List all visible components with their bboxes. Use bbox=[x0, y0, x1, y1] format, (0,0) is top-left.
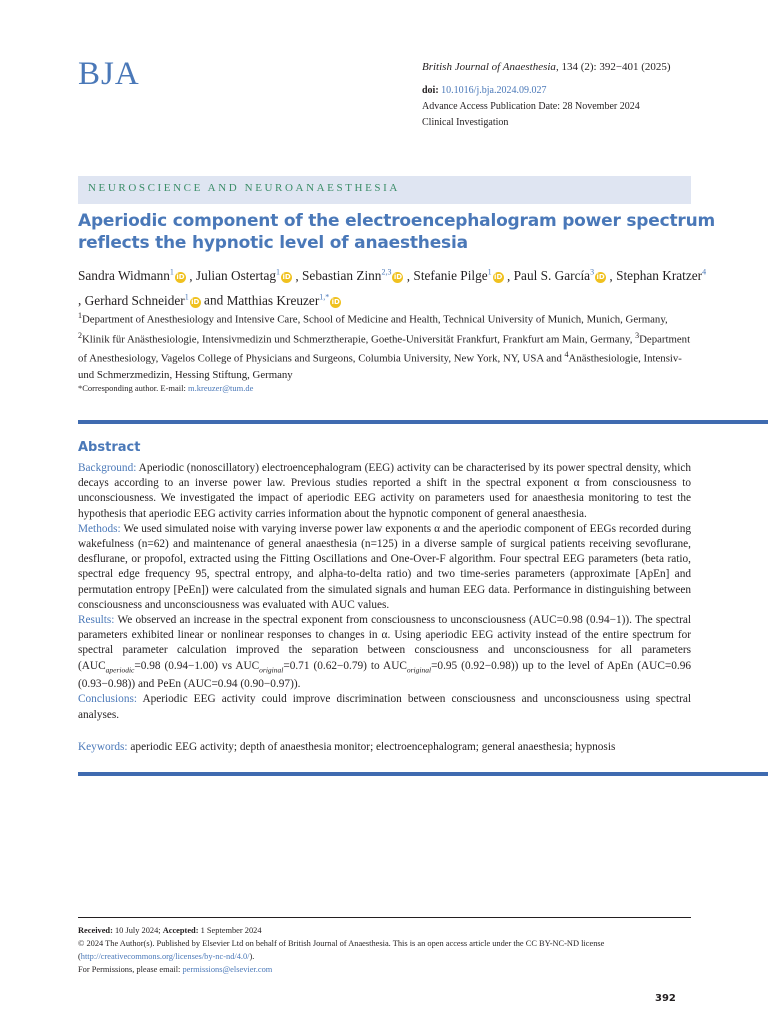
doi-link[interactable]: 10.1016/j.bja.2024.09.027 bbox=[441, 85, 547, 96]
orcid-icon[interactable]: iD bbox=[596, 273, 605, 282]
author-name[interactable]: Julian Ostertag bbox=[195, 268, 277, 284]
keywords-text: aperiodic EEG activity; depth of anaesthesia monitor; electroencephalogram; general anaesthesia; hypnosis bbox=[127, 741, 616, 753]
affiliation-mark: 2 bbox=[78, 330, 82, 340]
conclusions-text: Aperiodic EEG activity could improve discrimination between consciousness and unconsciousness using spectral analyses. bbox=[78, 693, 691, 721]
author bbox=[413, 268, 503, 283]
results-text-a: We observed an increase in the spectral exponent from consciousness to unconsciousness (AUC=0.98 (0.94−1)). The spectral parameters exhibited linear or nonlinear responses to changes in α. Using aperiodic EEG activity instead of the entire spectrum for spectral parameter calculation improved the separation between consciousness and unconsciousness for all parameters (AUC bbox=[78, 614, 691, 672]
abstract-heading: Abstract bbox=[78, 440, 141, 455]
permissions-email-link[interactable]: permissions@elsevier.com bbox=[182, 965, 273, 974]
orcid-icon[interactable]: iD bbox=[331, 297, 340, 306]
author bbox=[514, 268, 606, 283]
affiliation-text: Anästhesiologie, Intensiv- und Schmerzmedizin, Hessing Stiftung, Germany bbox=[78, 352, 682, 381]
affiliation-text: Department of Anesthesiology and Intensive Care, School of Medicine and Health, Technical University of Munich, Munich, Germany, bbox=[82, 313, 668, 326]
author bbox=[302, 268, 403, 283]
author-name[interactable]: Sandra Widmann bbox=[78, 268, 170, 284]
author-name[interactable]: Stephan Kratzer bbox=[616, 268, 703, 284]
author-name[interactable]: Sebastian Zinn bbox=[302, 268, 382, 284]
author bbox=[78, 268, 186, 283]
journal-name: British Journal of Anaesthesia bbox=[422, 61, 556, 73]
results-label: Results: bbox=[78, 614, 115, 627]
journal-logo: BJA bbox=[78, 56, 140, 92]
article-type: Clinical Investigation bbox=[422, 117, 509, 128]
permissions bbox=[78, 963, 698, 976]
section-label: NEUROSCIENCE AND NEUROANAESTHESIA bbox=[88, 182, 400, 194]
results-sub-original-1: original bbox=[259, 664, 284, 674]
author-name[interactable]: Gerhard Schneider bbox=[84, 292, 185, 308]
conclusions-label: Conclusions: bbox=[78, 693, 137, 706]
author-affiliation-mark: 2,3 bbox=[381, 268, 392, 277]
dates bbox=[78, 924, 698, 937]
affiliation-text: Department of Anesthesiology, Vagelos College of Physicians and Surgeons, Columbia University, New York, NY, USA and bbox=[78, 333, 691, 365]
methods-text: We used simulated noise with varying inverse power law exponents α and the aperiodic component of EEGs recorded during wakefulness (n=62) and maintenance of general anaesthesia (n=125) in a diverse sample of surgical patients receiving sevoflurane, desflurane, or propofol, extracted using the Fitting Oscillations and One-Over-F algorithm. Four spectral EEG parameters (beta ratio, spectral edge frequency 95, spectral entropy, and alpha-to-delta ratio) and two time-series parameters (approximate [ApEn] and permutation entropy [PeEn]) were calculated from the simulated signals and human EEG data. Performance in distinguishing between consciousness and unconsciousness was evaluated with AUC values. bbox=[78, 522, 691, 611]
author-list: Sandra Widmann$^1$iD , Julian Ostertag$^1$iD , Sebastian Zinn$^{2,3}$iD , Stefanie Pilge$^1$iD , Paul S. García$^3$iD , Stephan Kratzer$^4$ , Gerhard Schneider$^1$iD and Matthias Kreuzer$^{1,*}$iD bbox=[78, 268, 707, 308]
abstract-results bbox=[78, 613, 691, 692]
received-label: Received: bbox=[78, 926, 113, 935]
author-affiliation-mark: 1 bbox=[169, 268, 174, 277]
citation-volume: , 134 (2): 392−401 (2025) bbox=[555, 61, 671, 73]
author bbox=[196, 268, 292, 283]
orcid-icon[interactable]: iD bbox=[494, 273, 503, 282]
abstract-body bbox=[78, 461, 691, 723]
affiliation-mark: 4 bbox=[564, 350, 569, 360]
corresponding-email-link[interactable]: m.kreuzer@tum.de bbox=[188, 383, 254, 393]
author-affiliation-mark: 1 bbox=[184, 292, 189, 302]
author-name[interactable]: Stefanie Pilge bbox=[413, 268, 488, 284]
advance-access: Advance Access Publication Date: 28 November 2024 bbox=[422, 101, 640, 112]
author-affiliation-mark: 3 bbox=[590, 268, 595, 277]
affiliations bbox=[78, 308, 693, 383]
author-affiliation-mark: 1 bbox=[276, 268, 281, 277]
results-text-b: =0.98 (0.94−1.00) vs AUC bbox=[134, 659, 260, 672]
orcid-icon[interactable]: iD bbox=[393, 273, 403, 282]
abstract-background bbox=[78, 461, 691, 522]
accepted-label: Accepted: bbox=[162, 926, 199, 935]
author bbox=[85, 293, 201, 308]
corresponding-author bbox=[78, 383, 253, 393]
article-title: Aperiodic component of the electroencephalogram power spectrum reflects the hypnotic level of anaesthesia bbox=[78, 211, 716, 253]
affiliation-text: Klinik für Anästhesiologie, Intensivmedizin und Schmerztherapie, Goethe-Universität Frankfurt, Frankfurt am Main, Germany, bbox=[82, 333, 636, 346]
citation bbox=[422, 59, 671, 75]
results-text-d: =0.95 (0.92−0.98)) up to the level of ApEn (AUC=0.96 (0.93−0.98)) and PeEn (AUC=0.94 (0.90−0.97)). bbox=[78, 659, 691, 691]
author-affiliation-mark: 1 bbox=[487, 268, 492, 277]
affiliation-mark: 3 bbox=[635, 330, 640, 340]
methods-label: Methods: bbox=[78, 522, 121, 535]
orcid-icon[interactable]: iD bbox=[176, 273, 185, 282]
abstract-methods bbox=[78, 522, 691, 613]
doi bbox=[422, 83, 671, 99]
permissions-text: For Permissions, please email: bbox=[78, 965, 183, 974]
author bbox=[616, 268, 706, 283]
article-metadata bbox=[422, 59, 671, 131]
orcid-icon[interactable]: iD bbox=[282, 273, 291, 282]
background-text: Aperiodic (nonoscillatory) electroencephalogram (EEG) activity can be characterised by its power spectral density, which decays according to an inverse power law. Previous studies reported a shift in the spectral exponent α from consciousness to unconsciousness. We investigated the impact of aperiodic EEG activity on parameters used for anaesthesia monitoring to test the hypothesis that aperiodic EEG activity carries information about the hypnotic component of general anaesthesia. bbox=[78, 462, 691, 520]
abstract-bottom-rule bbox=[78, 772, 768, 776]
page-number: 392 bbox=[655, 993, 676, 1004]
keywords-label: Keywords: bbox=[78, 741, 128, 753]
license-link[interactable]: http://creativecommons.org/licenses/by-nc-nd/4.0/ bbox=[80, 952, 250, 961]
copyright-text: © 2024 The Author(s). Published by Elsevier Ltd on behalf of British Journal of Anaesthesia. This is an open access article under the CC BY-NC-ND license ( bbox=[78, 939, 605, 961]
abstract-top-rule bbox=[78, 420, 768, 424]
corresponding-label: *Corresponding author. E-mail: bbox=[78, 383, 189, 393]
keywords bbox=[78, 741, 718, 753]
abstract-conclusions bbox=[78, 692, 691, 722]
author-name[interactable]: Paul S. García bbox=[513, 268, 591, 284]
orcid-icon[interactable]: iD bbox=[191, 297, 200, 306]
doi-label: doi: bbox=[422, 85, 439, 96]
section-banner bbox=[78, 176, 691, 204]
accepted-date: 1 September 2024 bbox=[198, 926, 262, 935]
footer bbox=[78, 924, 698, 976]
background-label: Background: bbox=[78, 462, 137, 474]
author-name[interactable]: Matthias Kreuzer bbox=[226, 292, 320, 308]
copyright bbox=[78, 937, 698, 963]
copyright-end: ). bbox=[249, 952, 255, 961]
author bbox=[227, 293, 342, 308]
author-affiliation-mark: 1,* bbox=[319, 292, 330, 302]
affiliation-mark: 1 bbox=[78, 311, 82, 320]
results-sub-aperiodic: aperiodic bbox=[105, 664, 135, 674]
author-affiliation-mark: 4 bbox=[702, 268, 707, 277]
received-date: 10 July 2024; bbox=[112, 926, 163, 935]
footer-rule bbox=[78, 917, 691, 918]
results-text-c: =0.71 (0.62−0.79) to AUC bbox=[283, 659, 407, 672]
results-sub-original-2: original bbox=[406, 664, 432, 674]
